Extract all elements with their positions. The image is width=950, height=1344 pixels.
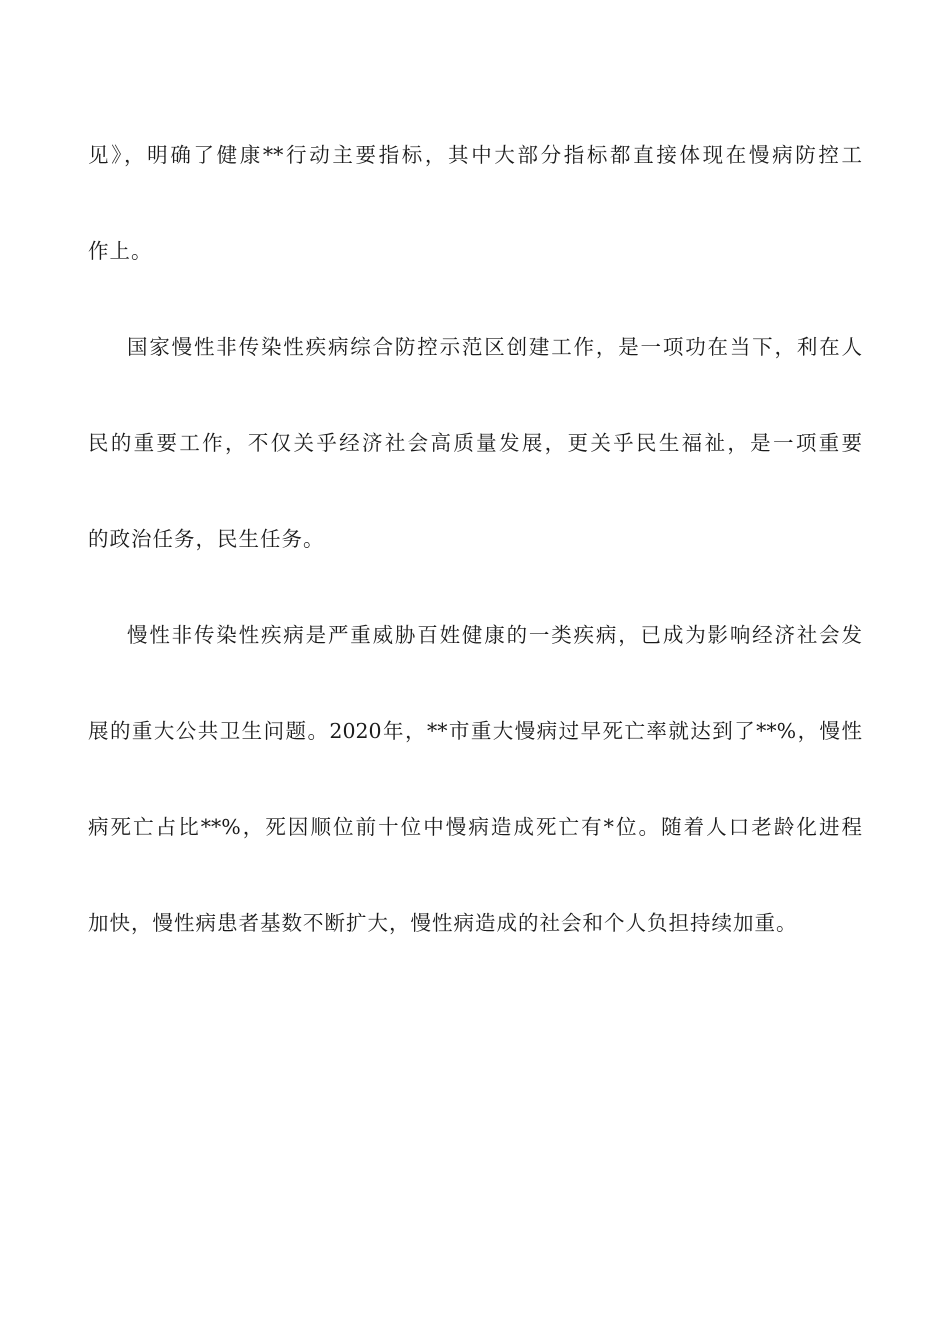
paragraph-2-line-1: 国家慢性非传染性疾病综合防控示范区创建工作，是一项功在当下，利在人 xyxy=(127,335,862,359)
paragraph-2-line-3: 的政治任务，民生任务。 xyxy=(88,527,325,551)
paragraph-3-line-3: 病死亡占比**%，死因顺位前十位中慢病造成死亡有*位。随着人口老龄化进程 xyxy=(88,815,862,839)
paragraph-1-line-1: 见》，明确了健康**行动主要指标，其中大部分指标都直接体现在慢病防控工 xyxy=(88,143,862,167)
paragraph-2-line-2: 民的重要工作，不仅关乎经济社会高质量发展，更关乎民生福祉，是一项重要 xyxy=(88,431,862,455)
paragraph-1-line-2: 作上。 xyxy=(88,239,153,263)
paragraph-3-line-2: 展的重大公共卫生问题。2020年，**市重大慢病过早死亡率就达到了**%，慢性 xyxy=(88,719,862,743)
paragraph-3-line-1: 慢性非传染性疾病是严重威胁百姓健康的一类疾病，已成为影响经济社会发 xyxy=(127,623,862,647)
paragraph-3-line-4: 加快，慢性病患者基数不断扩大，慢性病造成的社会和个人负担持续加重。 xyxy=(88,911,798,935)
